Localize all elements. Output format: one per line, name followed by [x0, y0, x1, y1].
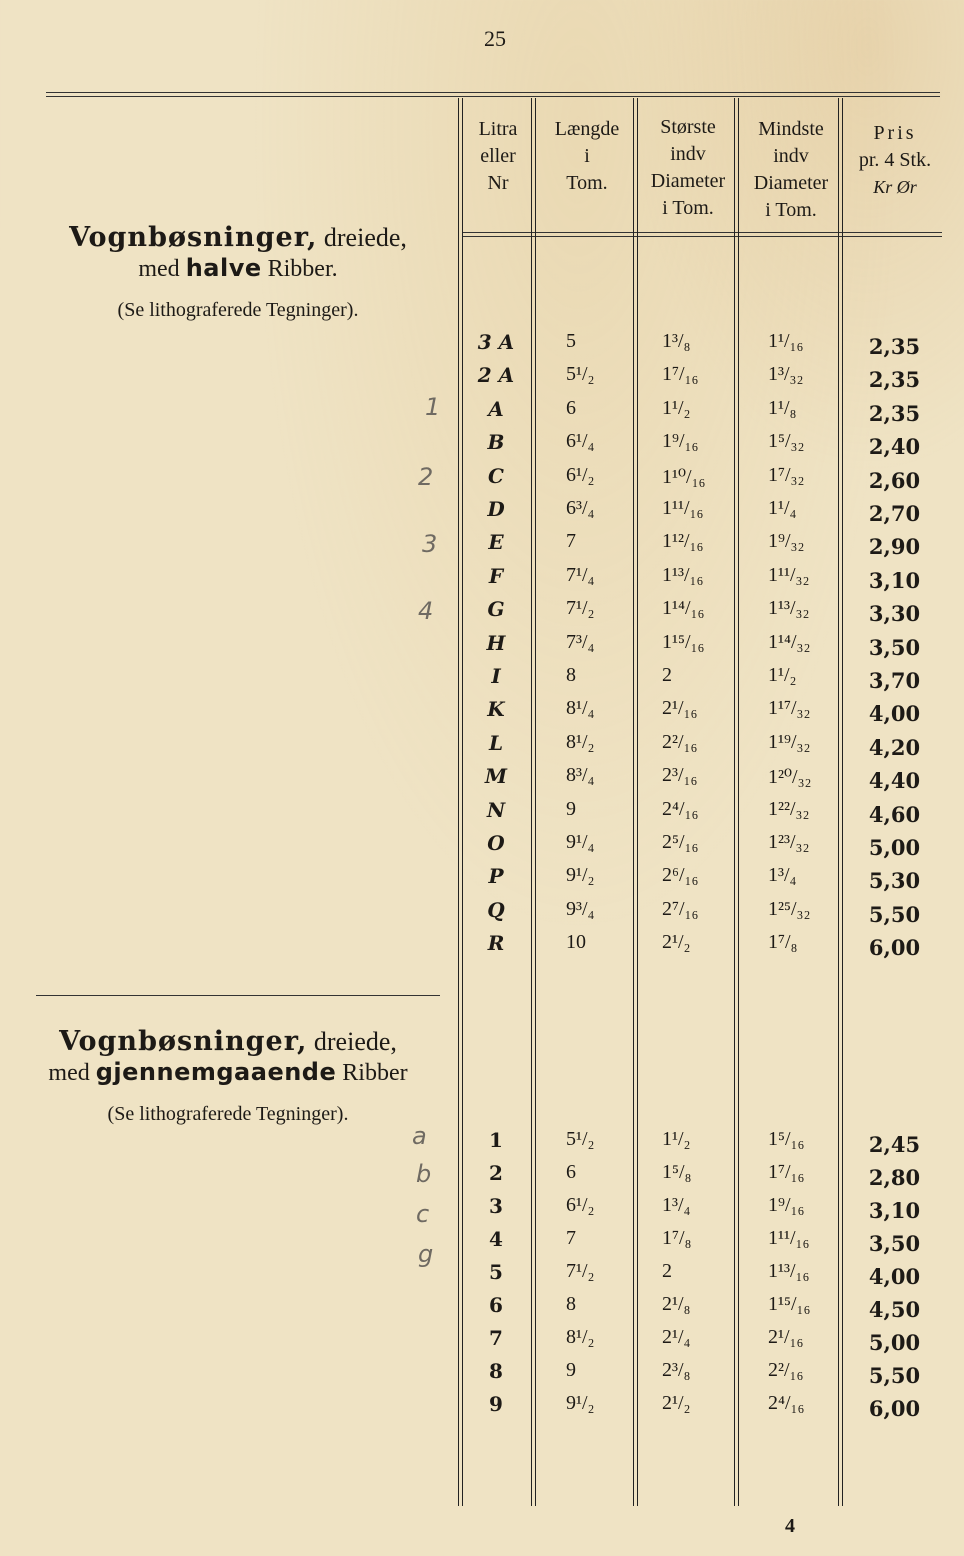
max-diameter-cell: 2⁵/₁₆	[662, 831, 699, 853]
litra-cell: N	[486, 797, 506, 822]
max-diameter-cell: 2³/₈	[662, 1359, 691, 1381]
litra-cell: 1	[489, 1128, 503, 1152]
max-diameter-cell: 1⁹/₁₆	[662, 430, 699, 453]
table-row	[0, 764, 964, 797]
price-cell: 2,45	[868, 1132, 921, 1157]
header-text: Pris	[873, 122, 917, 144]
header-text: pr. 4 Stk.	[858, 149, 932, 171]
handwritten-mark: c	[416, 1200, 430, 1228]
handwritten-mark: b	[416, 1160, 432, 1188]
min-diameter-cell: 1⁷/₃₂	[768, 463, 805, 486]
length-cell: 7¹/₄	[566, 563, 595, 586]
header-text: Litra	[478, 118, 518, 140]
table-row	[0, 530, 964, 563]
header-text: i Tom.	[765, 199, 817, 221]
header-text: Mindste	[758, 118, 824, 140]
max-diameter-cell: 1¹³/₁₆	[662, 563, 704, 586]
table-row	[0, 798, 964, 831]
length-cell: 8¹/₂	[566, 730, 595, 753]
handwritten-mark: 4	[418, 597, 434, 625]
price-cell: 2,35	[868, 400, 921, 426]
table-row	[0, 363, 964, 396]
section-note: (Se lithograferede Tegninger).	[117, 299, 359, 322]
price-cell: 3,50	[868, 1231, 921, 1256]
length-cell: 9	[566, 1359, 576, 1381]
max-diameter-cell: 2	[662, 1260, 672, 1282]
max-diameter-cell: 1⁵/₈	[662, 1161, 692, 1183]
table-row	[0, 1161, 964, 1194]
litra-cell: H	[486, 630, 506, 655]
table-row	[0, 1392, 964, 1425]
length-cell: 8	[566, 1293, 576, 1315]
min-diameter-cell: 1¹⁷/₃₂	[768, 697, 811, 720]
price-cell: 5,30	[868, 868, 921, 894]
length-cell: 7	[566, 1227, 576, 1249]
max-diameter-cell: 2¹/₈	[662, 1293, 691, 1315]
length-cell: 6³/₄	[566, 497, 595, 519]
litra-cell: M	[484, 764, 508, 789]
table-row	[0, 430, 964, 463]
price-cell: 5,00	[868, 1330, 921, 1355]
min-diameter-cell: 2¹/₁₆	[768, 1326, 804, 1348]
litra-cell: 2 A	[477, 363, 515, 388]
price-cell: 3,30	[868, 601, 921, 627]
table-row	[0, 664, 964, 697]
top-rule	[46, 92, 940, 97]
header-text: Diameter	[650, 170, 726, 192]
page-number: 25	[484, 26, 506, 51]
table-row	[0, 464, 964, 497]
litra-cell: E	[488, 530, 504, 555]
header-min-diameter	[740, 116, 842, 224]
litra-cell: 3 A	[477, 330, 515, 354]
header-text: Nr	[487, 172, 509, 194]
table-row	[0, 1227, 964, 1260]
handwritten-mark: 2	[418, 463, 434, 491]
min-diameter-cell: 1⁵/₃₂	[768, 430, 805, 453]
handwritten-mark: 1	[425, 393, 441, 421]
min-diameter-cell: 1¹⁹/₃₂	[768, 730, 811, 753]
min-diameter-cell: 1⁹/₃₂	[768, 530, 805, 553]
litra-cell: I	[491, 664, 501, 688]
header-text: i Tom.	[662, 197, 714, 219]
max-diameter-cell: 2¹/₄	[662, 1326, 691, 1348]
litra-cell: R	[487, 931, 505, 956]
price-cell: 3,10	[868, 567, 921, 593]
price-cell: 5,00	[868, 835, 921, 860]
table-row	[0, 330, 964, 363]
table-row	[0, 497, 964, 530]
litra-cell: 2	[489, 1161, 503, 1185]
header-text: indv	[773, 145, 809, 167]
price-cell: 4,00	[868, 1264, 921, 1289]
max-diameter-cell: 2⁶/₁₆	[662, 864, 699, 887]
litra-cell: D	[487, 497, 505, 521]
length-cell: 5¹/₂	[566, 363, 595, 386]
max-diameter-cell: 2	[662, 664, 672, 686]
litra-cell: L	[488, 730, 504, 755]
max-diameter-cell: 2¹/₂	[662, 931, 691, 954]
section1-title	[38, 222, 438, 322]
header-text: indv	[670, 143, 706, 165]
length-cell: 10	[566, 931, 586, 954]
min-diameter-cell: 2²/₁₆	[768, 1359, 804, 1381]
handwritten-mark: 3	[422, 530, 438, 558]
price-cell: 4,60	[868, 801, 921, 827]
min-diameter-cell: 1²²/₃₂	[768, 797, 810, 820]
length-cell: 8³/₄	[566, 764, 595, 787]
max-diameter-cell: 2¹/₁₆	[662, 697, 698, 720]
subtitle-text: Ribber.	[261, 256, 338, 283]
litra-cell: B	[487, 430, 505, 455]
header-text: Største	[660, 116, 716, 138]
table-row	[0, 831, 964, 864]
min-diameter-cell: 1¹/₄	[768, 497, 797, 519]
section-divider	[36, 995, 440, 996]
litra-cell: A	[488, 396, 504, 421]
litra-cell: Q	[487, 897, 505, 922]
length-cell: 8¹/₄	[566, 697, 595, 720]
table-row	[0, 1293, 964, 1326]
handwritten-mark: a	[412, 1122, 427, 1150]
table-row	[0, 631, 964, 664]
price-cell: 6,00	[868, 935, 921, 961]
length-cell: 9¹/₂	[566, 864, 595, 887]
price-cell: 4,20	[868, 734, 921, 760]
max-diameter-cell: 2³/₁₆	[662, 764, 698, 787]
table-row	[0, 1359, 964, 1392]
min-diameter-cell: 1¹/₁₆	[768, 330, 804, 352]
header-length	[538, 116, 636, 197]
header-text: Diameter	[753, 172, 829, 194]
min-diameter-cell: 1¹⁵/₁₆	[768, 1293, 811, 1315]
table-row	[0, 397, 964, 430]
subtitle-bold: halve	[185, 254, 262, 283]
max-diameter-cell: 1⁷/₈	[662, 1227, 692, 1249]
header-text: eller	[480, 145, 516, 167]
price-cell: 3,10	[868, 1198, 921, 1223]
min-diameter-cell: 1¹/₂	[768, 664, 797, 686]
litra-cell: G	[487, 597, 505, 622]
header-max-diameter	[638, 114, 738, 222]
litra-cell: F	[488, 563, 504, 588]
min-diameter-cell: 1¹⁴/₃₂	[768, 630, 811, 653]
max-diameter-cell: 1³/₈	[662, 330, 691, 352]
price-cell: 4,40	[868, 768, 921, 794]
table-row	[0, 864, 964, 897]
header-price	[845, 120, 945, 201]
length-cell: 6	[566, 1161, 576, 1183]
header-text: Tom.	[566, 172, 608, 194]
table-row	[0, 564, 964, 597]
min-diameter-cell: 1⁹/₁₆	[768, 1194, 805, 1216]
length-cell: 8	[566, 664, 576, 686]
title-rest: dreiede,	[307, 1027, 397, 1056]
min-diameter-cell: 2⁴/₁₆	[768, 1392, 805, 1414]
max-diameter-cell: 2⁷/₁₆	[662, 897, 699, 920]
price-cell: 2,60	[868, 467, 921, 493]
max-diameter-cell: 1¹²/₁₆	[662, 530, 704, 553]
header-text: Længde	[554, 118, 620, 140]
length-cell: 7¹/₂	[566, 597, 595, 620]
header-litra	[464, 116, 532, 197]
table-row	[0, 697, 964, 730]
min-diameter-cell: 1¹³/₃₂	[768, 597, 810, 620]
min-diameter-cell: 1¹³/₁₆	[768, 1260, 810, 1282]
max-diameter-cell: 1¹⁴/₁₆	[662, 597, 705, 620]
price-cell: 6,00	[868, 1396, 921, 1421]
currency-units: Kr Ør	[873, 177, 917, 197]
title-bold: Vognbøsninger,	[69, 222, 318, 253]
max-diameter-cell: 1¹/₂	[662, 1128, 691, 1150]
litra-cell: 7	[489, 1326, 503, 1350]
length-cell: 9¹/₂	[566, 1392, 595, 1414]
table-row	[0, 1194, 964, 1227]
min-diameter-cell: 1¹¹/₃₂	[768, 563, 810, 586]
length-cell: 7	[566, 530, 576, 553]
title-bold: Vognbøsninger,	[59, 1026, 308, 1057]
max-diameter-cell: 2²/₁₆	[662, 730, 698, 753]
litra-cell: K	[487, 697, 505, 722]
litra-cell: C	[488, 463, 504, 488]
table-row	[0, 731, 964, 764]
subtitle-bold: gjennemgaaende	[95, 1058, 337, 1087]
min-diameter-cell: 1⁷/₈	[768, 931, 798, 954]
litra-cell: 8	[489, 1359, 503, 1383]
litra-cell: 9	[489, 1392, 503, 1416]
title-rest: dreiede,	[317, 223, 407, 252]
max-diameter-cell: 1¹⁰/₁₆	[662, 465, 706, 488]
max-diameter-cell: 1¹¹/₁₆	[662, 497, 704, 519]
length-cell: 5¹/₂	[566, 1128, 595, 1150]
table-row	[0, 898, 964, 931]
price-cell: 2,40	[868, 434, 921, 460]
price-cell: 3,50	[868, 634, 921, 660]
min-diameter-cell: 1⁵/₁₆	[768, 1128, 805, 1150]
price-cell: 3,70	[868, 668, 921, 693]
length-cell: 6¹/₂	[566, 1194, 595, 1216]
max-diameter-cell: 1¹⁵/₁₆	[662, 630, 705, 653]
price-cell: 5,50	[868, 901, 921, 927]
price-cell: 4,00	[868, 701, 921, 727]
subtitle-text: Ribber	[336, 1060, 408, 1087]
min-diameter-cell: 1³/₃₂	[768, 363, 804, 386]
section2-title	[28, 1026, 428, 1126]
price-cell: 5,50	[868, 1363, 921, 1388]
price-cell: 4,50	[868, 1297, 921, 1322]
length-cell: 9³/₄	[566, 897, 595, 920]
length-cell: 6¹/₄	[566, 430, 595, 453]
min-diameter-cell: 1³/₄	[768, 864, 797, 887]
handwritten-mark: g	[418, 1240, 434, 1268]
min-diameter-cell: 1²³/₃₂	[768, 831, 810, 853]
subtitle-text: med	[138, 256, 186, 283]
table-row	[0, 1326, 964, 1359]
litra-cell: 4	[489, 1227, 503, 1251]
min-diameter-cell: 1¹¹/₁₆	[768, 1227, 810, 1249]
length-cell: 5	[566, 330, 576, 352]
price-cell: 2,35	[868, 367, 921, 393]
min-diameter-cell: 1¹/₈	[768, 396, 797, 419]
header-text: i	[584, 145, 590, 167]
table-row	[0, 1128, 964, 1161]
price-cell: 2,90	[868, 534, 921, 560]
section-note: (Se lithograferede Tegninger).	[107, 1103, 349, 1126]
litra-cell: 6	[489, 1293, 503, 1317]
litra-cell: 3	[489, 1194, 503, 1218]
litra-cell: P	[488, 864, 504, 889]
litra-cell: 5	[489, 1260, 503, 1284]
price-cell: 2,80	[868, 1165, 921, 1190]
length-cell: 6	[566, 396, 576, 419]
price-cell: 2,70	[868, 501, 921, 526]
table-row	[0, 1260, 964, 1293]
max-diameter-cell: 2⁴/₁₆	[662, 797, 699, 820]
length-cell: 6¹/₂	[566, 463, 595, 486]
price-cell: 2,35	[868, 334, 921, 359]
length-cell: 8¹/₂	[566, 1326, 595, 1348]
length-cell: 9	[566, 797, 576, 820]
min-diameter-cell: 1²⁵/₃₂	[768, 897, 811, 920]
min-diameter-cell: 1⁷/₁₆	[768, 1161, 805, 1183]
min-diameter-cell: 1²⁰/₃₂	[768, 766, 812, 789]
table-row	[0, 931, 964, 964]
table-row	[0, 597, 964, 630]
litra-cell: O	[487, 831, 505, 855]
max-diameter-cell: 1³/₄	[662, 1194, 691, 1216]
length-cell: 9¹/₄	[566, 831, 595, 853]
max-diameter-cell: 2¹/₂	[662, 1392, 691, 1414]
max-diameter-cell: 1⁷/₁₆	[662, 363, 699, 386]
max-diameter-cell: 1¹/₂	[662, 396, 691, 419]
length-cell: 7³/₄	[566, 630, 595, 653]
subtitle-text: med	[48, 1060, 96, 1087]
signature-number: 4	[785, 1515, 795, 1537]
length-cell: 7¹/₂	[566, 1260, 595, 1282]
